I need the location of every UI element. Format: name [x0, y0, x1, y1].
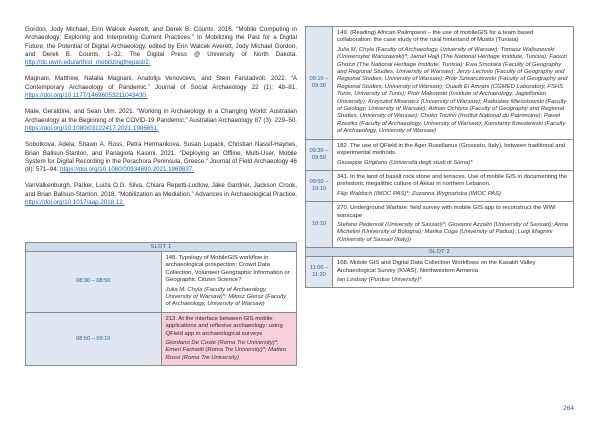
session-title: 270. Underground Warfare: field survey with mobile GIS app to reconstruct the WWI warscape [337, 205, 556, 219]
references-list [25, 26, 297, 215]
time-cell: 08:30 – 08:50 [26, 252, 162, 313]
schedule-table-right [305, 26, 574, 288]
page-number: 264 [563, 405, 574, 412]
session-title: 168. Mobile GIS and Digital Data Collection Workflows on the Kasakh Valley Archaeological Survey (KVAS), Northwestern Armenia [337, 260, 536, 274]
session-cell-highlighted [161, 312, 297, 365]
session-title: 148. Typology of MobileGIS workflow in archaeological prospection: Crowd Data Collection, Volunteer Geographic Information or Geographic Citizen Science? [165, 255, 290, 284]
reference-item: Mate, Geraldine, and Sean Ulm. 2021. “Working in Archaeology in a Changing World: Australian Archaeology at the Beginning of the COVID-19 Pandemic.” Australian Archaeology 87 (3): 229–50. https://doi.org/10.1080/03122417.2021.1986651. [25, 108, 297, 132]
session-cell [161, 252, 297, 313]
session-authors: Giordano De Coste (Roma Tre University)*; Emeri Farinetti (Roma Tre University)*; Matteo Rossi (Roma Tre University) [165, 340, 287, 361]
table-row [26, 312, 297, 365]
time-cell: 09:50 – 10:10 [306, 170, 333, 201]
session-authors: Giuseppe Grigliano (Università degli studi di Siena)* [337, 159, 473, 166]
time-cell: 11:00 – 11:20 [306, 257, 333, 288]
session-authors: Stefano Pedersoli (University of Sassari)*; Giovanni Azzalin (University of Sassari); Anna Michelini (University of Bologna); Marika Coga (University of Padua); Luigi Magnini (University of Sassari (Italy)) [337, 221, 569, 243]
reference-link[interactable]: http://dc.uwm.edu/arthist_mobilizingthepast/2. [25, 59, 151, 67]
reference-link[interactable]: https://doi.org/10.1080/03122417.2021.1986651. [25, 124, 159, 132]
time-cell: 09:10 – 09:30 [306, 27, 333, 140]
reference-item: Sobotkova, Adela, Shawn A. Ross, Petra Hermankova, Susan Lupack, Christian Nassif-Haynes, Brian Ballsun-Stanton, and Panagiota Kasimi. 2021. “Deploying an Offline, Multi-User, Mobile System for Digital Recording in the Perachora Peninsula, Greece.” Journal of Field Archaeology 46 (8): 571–94. https://doi.org/10.1080/00934690.2021.1969837. [25, 141, 297, 174]
reference-item: VanValkenburgh, Parker, Luiza O.G. Silva, Chiara Repetti-Ludlow, Jake Gardner, Jackson Crook, and Brian Ballsun-Stanton. 2018. “Mobilization as Mediation.” Advances in Archaeological Practice. https://doi.org/10.1017/aap.2018.12. [25, 182, 297, 207]
session-cell [333, 139, 574, 170]
table-row [306, 170, 574, 201]
slot-header: SLOT 2 [306, 248, 574, 257]
session-title: 182. The use of QField in the Ager Rusellanus (Grosseto, Italy), between traditional and experimental methods. [337, 142, 566, 157]
reference-link[interactable]: https://doi.org/10.1017/aap.2018.12. [25, 199, 125, 207]
session-title: 341. In the land of basalt rock stone and terraces. Use of mobile GIS in documenting the prehistoric megalithic culture of Akkar in northern Lebanon. [337, 173, 568, 188]
time-cell: 08:50 – 09:10 [26, 312, 162, 365]
slot-header: SLOT 1 [26, 243, 297, 252]
table-row [26, 252, 297, 313]
time-cell: 09:30 – 09:50 [306, 139, 333, 170]
table-row [306, 257, 574, 288]
session-authors: Julia M. Chyla (Faculty of Archaeology, University of Warsaw); Tomasz Waliszewski (Uniwersytet Warszawski)*; Jamel Hajji (The National Heritage Institute, Tunisia); Faouzi Ghozzi (The National Heritage Institute, Tunisia); Ewa Smolska (Faculty of Geography and Regional Studies, University of Warsaw); Jerzy Lechnio (Faculty of Geography and Regional Studies, University of Warsaw); Piotr Szwarczewski (Faculty of Geography and Regional Studies, University of Warsaw); Ouadii El Amrani (CGMED Laboratory, FSHS Tunis, University of Tunis); Piotr Makowski (Institute of Archaeology, Jagiellonian University); Krzysztof Misiewicz (University of Warsaw); Radosław Mieszkowski (Faculty of Geology, University of Warsaw); Adrian Ochtyra (Faculty of Geography and Regional Studies, University of Warsaw); Chokri Touihri (Institut National du Patrimoine); Paweł Rzeziks (Faculty of Archaeology, University of Warsaw); Konstanty Kowalewski (Faculty of Archaeology, University of Warsaw) [337, 46, 568, 135]
session-authors: Julia M. Chyla (Faculty of Archaeology, University of Warsaw)*; Miłosz Giersz (Faculty of Archaeology, University of Warsaw) [165, 286, 287, 308]
reference-item: Gordon, Jody Michael, Erin Walcek Averett, and Derek B. Counts. 2016. “Mobile Computing in Archaeology: Exploring and Interpreting Current Practices.” In Mobilizing the Past for a Digital Future; the Potential of Digital Archaeology, edited by Erin Walcek Averett, Jody Michael Gordon, and Derek B. Counts, 1–32. The Digital Press @ University of North Dakota. http://dc.uwm.edu/arthist_mobilizingthepast/2. [25, 26, 297, 67]
session-title: 149. (Reading) African Palimpsest – the use of mobileGIS for a team based collaboration: the case study of the rural hinterland of Mustis (Tunisia) [337, 30, 534, 44]
table-row [306, 139, 574, 170]
time-cell: 10:10 [306, 202, 333, 248]
reference-item: Magnani, Matthew, Natalia Magnani, Anatolijs Venovcevs, and Stein Farstadvoll. 2022. “A Contemporary Archaeology of Pandemic.” Journal of Social Archaeology 22 (1): 48–81. https://doi.org/10.1177/14696053211043430. [25, 75, 297, 100]
reference-link[interactable]: https://doi.org/10.1080/00934690.2021.1969837. [60, 166, 194, 174]
reference-link[interactable]: https://doi.org/10.1177/14696053211043430. [25, 92, 148, 100]
session-cell [333, 27, 574, 140]
schedule-table-left [25, 242, 297, 366]
session-authors: Filip Waldoch (IMOC PAS)*; Zuzanna Wygnańska (IMOC PAS) [337, 190, 502, 197]
session-authors: Ian Lindsay (Purdue University)* [337, 276, 422, 283]
session-cell [333, 202, 574, 248]
session-cell [333, 170, 574, 201]
table-row [306, 202, 574, 248]
table-row [306, 27, 574, 140]
session-cell [333, 257, 574, 288]
session-title: 213. At the interface between GIS mobile applications and reflexive archaeology: using QField app in archaeological surveys [165, 315, 283, 337]
